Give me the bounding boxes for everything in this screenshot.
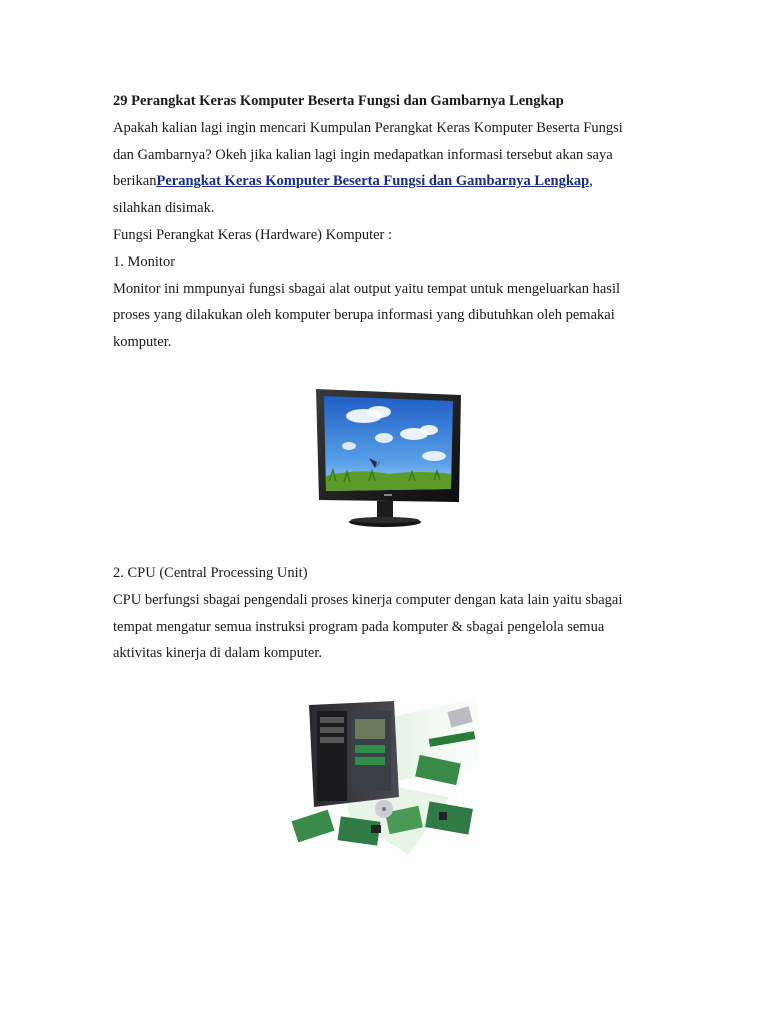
intro-line-1: Apakah kalian lagi ingin mencari Kumpulan Perangkat Keras Komputer Beserta Fungsi bbox=[113, 119, 623, 136]
cpu-desc-line-2: tempat mengatur semua instruksi program pada komputer & sbagai pengelola semua bbox=[113, 618, 605, 635]
document-title: 29 Perangkat Keras Komputer Beserta Fungsi dan Gambarnya Lengkap bbox=[113, 93, 564, 109]
intro-line-2: dan Gambarnya? Okeh jika kalian lagi ingin medapatkan informasi tersebut akan saya bbox=[113, 146, 613, 163]
intro-line-3 bbox=[113, 168, 653, 195]
cpu-desc-line-1: CPU berfungsi sbagai pengendali proses kinerja computer dengan kata lain yaitu sbagai bbox=[113, 591, 623, 608]
intro-line-4: silahkan disimak. bbox=[113, 200, 215, 217]
monitor-desc-line-1: Monitor ini mmpunyai fungsi sbagai alat output yaitu tempat untuk mengeluarkan hasil bbox=[113, 280, 621, 297]
item-heading-cpu: 2. CPU (Central Processing Unit) bbox=[113, 565, 308, 581]
document-page-cpu-section bbox=[113, 560, 653, 667]
monitor-image bbox=[289, 386, 479, 530]
monitor-desc-line-3: komputer. bbox=[113, 334, 172, 351]
item-heading-monitor: 1. Monitor bbox=[113, 253, 176, 270]
cpu-desc-line-3: aktivitas kinerja di dalam komputer. bbox=[113, 645, 322, 662]
cpu-components-image bbox=[289, 697, 479, 855]
monitor-desc-line-2: proses yang dilakukan oleh komputer berupa informasi yang dibutuhkan oleh pemakai bbox=[113, 307, 615, 324]
document-page bbox=[113, 88, 653, 356]
intro-suffix: , bbox=[589, 173, 593, 190]
section-heading: Fungsi Perangkat Keras (Hardware) Komputer : bbox=[113, 226, 393, 243]
article-link[interactable]: Perangkat Keras Komputer Beserta Fungsi dan Gambarnya Lengkap bbox=[156, 173, 590, 190]
intro-prefix: berikan bbox=[113, 173, 157, 190]
